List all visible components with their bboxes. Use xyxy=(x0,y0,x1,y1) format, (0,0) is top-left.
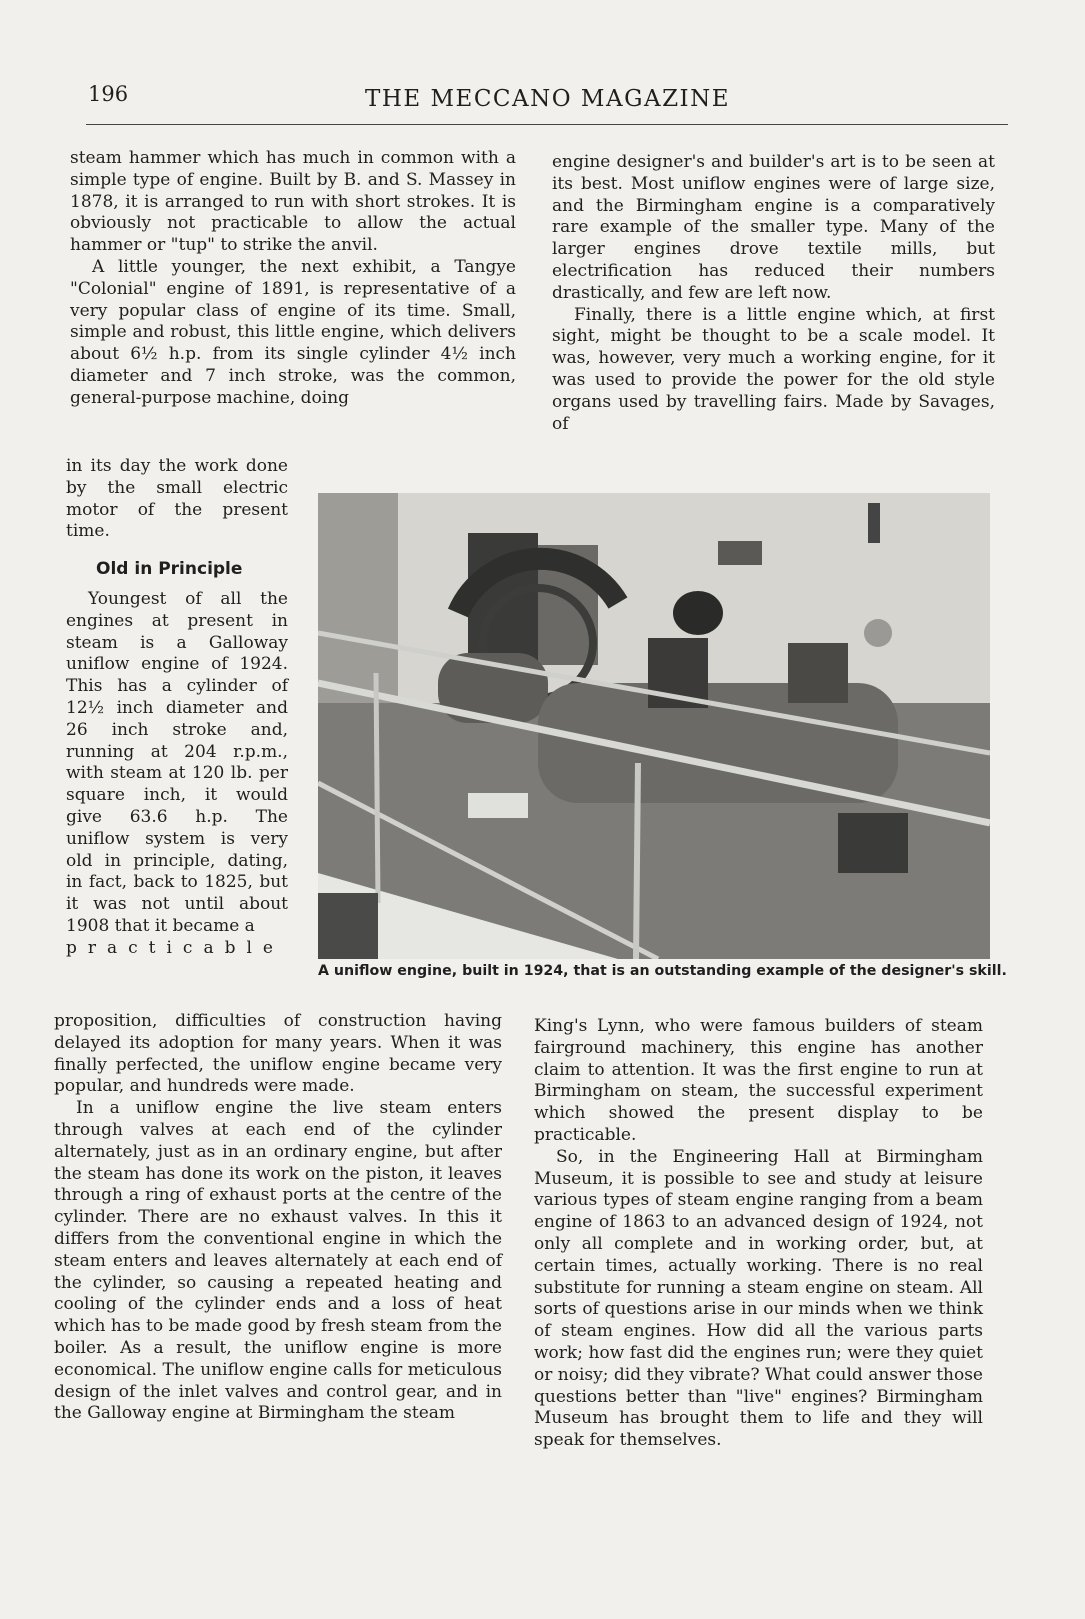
paragraph: Finally, there is a little engine which, at first sight, might be thought to be a scale model. It was, however, very much a working engine, for it was used to provide the power for the old style organs used by travelling fairs. Made by Savages, of xyxy=(552,304,995,434)
section-heading: Old in Principle xyxy=(96,559,243,580)
header-rule xyxy=(86,124,1008,125)
column-top-left xyxy=(70,148,516,410)
photo-caption: A uniflow engine, built in 1924, that is an outstanding example of the designer's skill. xyxy=(318,963,1007,979)
paragraph: engine designer's and builder's art is to be seen at its best. Most uniflow engines were of large size, and the Birmingham engine is a comparatively rare example of the smaller type. Many of the larger engines drove textile mills, but electrification has reduced their numbers drastically, and few are left now. xyxy=(552,152,995,303)
page-number: 196 xyxy=(88,82,129,106)
paragraph: King's Lynn, who were famous builders of steam fairground machinery, this engine has another claim to attention. It was the first engine to run at Birmingham on steam, the successful experiment which showed the present display to be practicable. xyxy=(534,1016,983,1145)
column-narrow-left xyxy=(66,456,288,960)
column-bottom-right xyxy=(534,1016,983,1452)
paragraph: in its day the work done by the small electric motor of the present time. xyxy=(66,456,288,542)
spaced-word: practicable xyxy=(66,937,284,958)
column-top-right xyxy=(552,152,995,435)
column-bottom-left xyxy=(54,1011,502,1425)
paragraph: A little younger, the next exhibit, a Tangye "Colonial" engine of 1891, is representative of a very popular class of engine of its time. Small, simple and robust, this little engine, which delivers about 6½ h.p. from its single cylinder 4½ inch diameter and 7 inch stroke, was the common, general-purpose machine, doing xyxy=(70,256,516,408)
paragraph: steam hammer which has much in common with a simple type of engine. Built by B. and S. Massey in 1878, it is arranged to run with short strokes. It is obviously not practicable to allow the actual hammer or "tup" to strike the anvil. xyxy=(70,148,516,256)
engine-photo xyxy=(318,493,990,959)
paragraph: So, in the Engineering Hall at Birmingham Museum, it is possible to see and study at leisure various types of steam engine ranging from a beam engine of 1863 to an advanced design of 1924, not only all complete and in working order, but, at certain times, actually working. There is no real substitute for running a steam engine on steam. All sorts of questions arise in our minds when we think of steam engines. How did all the various parts work; how fast did the engines run; were they quiet or noisy; did they vibrate? What could answer those questions better than "live" engines? Birmingham Museum has brought them to life and they will speak for themselves. xyxy=(534,1146,983,1451)
engine-illustration xyxy=(318,493,990,959)
paragraph: proposition, difficulties of construction having delayed its adoption for many years. When it was finally perfected, the uniflow engine became very popular, and hundreds were made. xyxy=(54,1011,502,1097)
paragraph: In a uniflow engine the live steam enters through valves at each end of the cylinder alternately, just as in an ordinary engine, but after the steam has done its work on the piston, it leaves through a ring of exhaust ports at the centre of the cylinder. There are no exhaust valves. In this it differs from the conventional engine in which the steam enters and leaves alternately at each end of the cylinder, so causing a repeated heating and cooling of the cylinder ends and a loss of heat which has to be made good by fresh steam from the boiler. As a result, the uniflow engine is more economical. The uniflow engine calls for meticulous design of the inlet valves and control gear, and in the Galloway engine at Birmingham the steam xyxy=(54,1098,502,1424)
page-header xyxy=(88,78,1008,122)
magazine-title: THE MECCANO MAGAZINE xyxy=(365,86,731,112)
paragraph: Youngest of all the engines at present in steam is a Galloway uniflow engine of 1924. This has a cylinder of 12½ inch diameter and 26 inch stroke and, running at 204 r.p.m., with steam at 120 lb. per square inch, it would give 63.6 h.p. The uniflow system is very old in principle, dating, in fact, back to 1825, but it was not until about 1908 that it became a xyxy=(66,588,288,936)
